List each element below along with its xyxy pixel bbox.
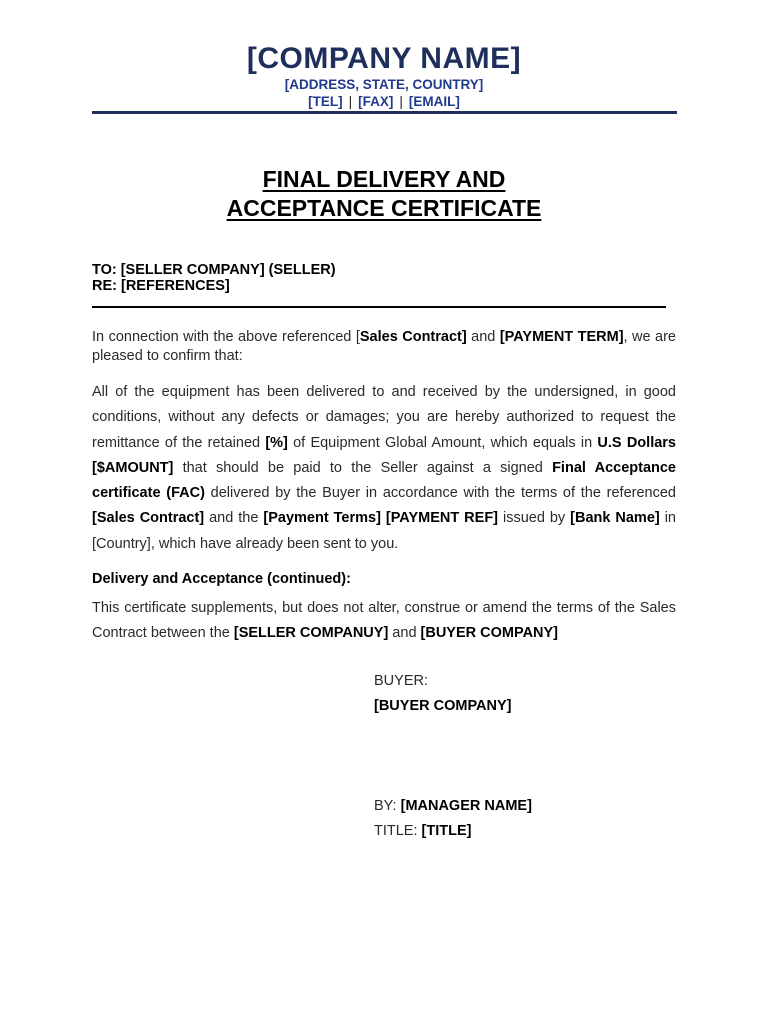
text-run: delivered by the Buyer in accordance with the terms of the referenced [204, 485, 676, 502]
text-run: This certificate supplements, but does not alter, construe or amend the terms of the Sales Contract between the [92, 600, 676, 641]
addressee-divider [92, 306, 666, 308]
text-run: issued by [498, 510, 571, 527]
retained-percent: [%] [265, 434, 288, 451]
manager-name: [MANAGER NAME] [400, 798, 532, 814]
buyer-company-signature: [BUYER COMPANY] [374, 698, 512, 714]
company-contact-line [0, 94, 768, 109]
sales-contract-ref: [Sales Contract] [92, 510, 205, 527]
document-title-text: ACCEPTANCE CERTIFICATE [226, 195, 542, 221]
seller-company: [SELLER COMPANUY] [233, 625, 389, 641]
buyer-company: [BUYER COMPANY] [420, 625, 559, 641]
text-run: and the [204, 510, 264, 527]
contact-separator: | [399, 94, 403, 109]
amount-value: U.S Dollars [$AMOUNT] [92, 434, 676, 476]
text-run: and [388, 625, 421, 641]
signatory-title-line [374, 823, 471, 839]
text-run: in [Country], which have already been sent to you. [92, 510, 676, 552]
text-run: of Equipment Global Amount, which equals in [287, 434, 598, 451]
company-email: [EMAIL] [408, 94, 460, 109]
document-title-line-1 [0, 166, 768, 193]
main-paragraph [92, 380, 676, 557]
sales-contract-ref: Sales Contract] [359, 329, 467, 345]
bank-name: [Bank Name] [570, 510, 660, 527]
continued-paragraph [92, 596, 676, 646]
payment-term-ref: [PAYMENT TERM] [499, 329, 624, 345]
buyer-label: BUYER: [374, 673, 428, 689]
signatory-line [374, 798, 532, 814]
title-value: [TITLE] [421, 823, 472, 839]
text-run: that should be paid to the Seller against a signed [173, 459, 553, 476]
intro-paragraph [92, 328, 676, 366]
company-address: [ADDRESS, STATE, COUNTRY] [284, 77, 484, 92]
text-run: , we are pleased to confirm that: [92, 329, 676, 364]
text-run: and [466, 329, 500, 345]
text-run: All of the equipment has been delivered to and received by the undersigned, in good conditions, without any defects or damages; you are hereby authorized to request the remittance of the retained [92, 384, 676, 451]
title-label: TITLE: [374, 823, 422, 839]
document-title-text: FINAL DELIVERY AND [262, 166, 506, 192]
contact-separator: | [348, 94, 353, 109]
addressee-to: TO: [SELLER COMPANY] (SELLER) [92, 262, 336, 278]
by-label: BY: [374, 798, 401, 814]
header-divider [92, 111, 677, 114]
company-fax: [FAX] [358, 94, 394, 109]
document-title-line-2 [0, 195, 768, 222]
company-tel: [TEL] [308, 94, 343, 109]
payment-terms-ref: [Payment Terms] [PAYMENT REF] [263, 510, 498, 527]
fac-reference: Final Acceptance certificate (FAC) [92, 459, 676, 502]
company-name: [COMPANY NAME] [246, 42, 522, 75]
section-heading: Delivery and Acceptance (continued): [92, 571, 351, 587]
addressee-re: RE: [REFERENCES] [92, 278, 230, 294]
text-run: In connection with the above referenced [ [92, 329, 360, 345]
